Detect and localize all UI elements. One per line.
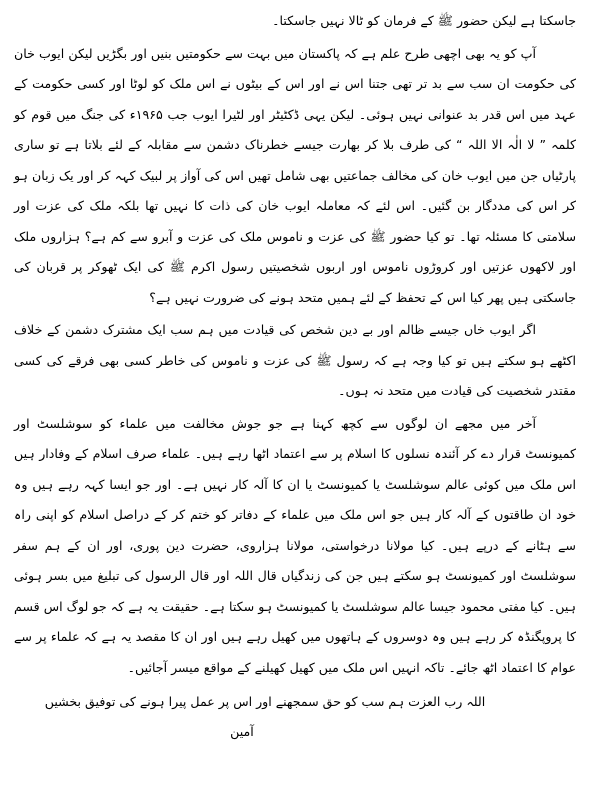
closing-amen: آمین <box>230 724 254 739</box>
document-body <box>14 6 576 683</box>
closing-prayer-line <box>14 687 576 747</box>
paragraph-unity-under-leadership: اگر ایوب خاں جیسے ظالم اور بے دین شخص کی قیادت میں ہم سب ایک مشترک دشمن کے خلاف اکٹھے ہو سکتے ہیں تو کیا وجہ ہے کہ رسول ﷺ کی عزت و ناموس کی خاطر کسی بھی فرقے کی کسی مقتدر شخصیت کی قیادت میں متحد نہ ہوں۔ <box>14 322 576 398</box>
closing-prayer: اللہ رب العزت ہم سب کو حق سمجھنے اور اس پر عمل پیرا ہونے کی توفیق بخشیں <box>44 694 486 709</box>
paragraph-continuation: جاسکتا ہے لیکن حضور ﷺ کے فرمان کو ٹالا نہیں جاسکتا۔ <box>272 13 576 28</box>
paragraph-ulema-defense: آخر میں مجھے ان لوگوں سے کچھ کہنا ہے جو جوش مخالفت میں علماء کو سوشلسٹ اور کمیونسٹ قرار دے کر آئندہ نسلوں کا اسلام پر سے اعتماد اٹھا رہے ہیں۔ علماء صرف اسلام کے وفادار ہیں اس ملک میں کوئی عالم سوشلسٹ یا کمیونسٹ یا ان کا آلہ کار نہیں ہے۔ اور جو ایسا کہہ رہے ہیں وہ خود ان طاقتوں کے آلہ کار ہیں جو اس ملک میں علماء کے دفاتر کو ختم کر کے دراصل اسلام کو اپنی راہ سے ہٹانے کے درپے ہیں۔ کیا مولانا درخواستی، مولانا ہزاروی، حضرت دین پوری، اور ان کے ہم سفر سوشلسٹ اور کمیونسٹ ہو سکتے ہیں جن کی زندگیاں قال اللہ اور قال الرسول کی تبلیغ میں بسر ہوئی ہیں۔ کیا مفتی محمود جیسا عالم سوشلسٹ یا کمیونسٹ ہو سکتا ہے۔ حقیقت یہ ہے کہ جو لوگ اس قسم کا پروپگنڈہ کر رہے ہیں وہ دوسروں کے ہاتھوں میں کھیل رہے ہیں اور ان کا مقصد یہ ہے کہ علماء پر سے عوام کا اعتماد اٹھ جائے۔ تاکہ انہیں اس ملک میں کھیل کھیلنے کے مواقع میسر آجائیں۔ <box>14 415 576 675</box>
paragraph-ayub-khan-government: آپ کو یہ بھی اچھی طرح علم ہے کہ پاکستان میں بہت سے حکومتیں بنیں اور بگڑیں لیکن ایوب خان کی حکومت ان سب سے بد تر تھی جتنا اس نے اور اس کے بیٹوں نے اس ملک کو لوٹا اور کسی حکومت کے عہد میں اس قدر بد عنوانی نہیں ہوئی۔ لیکن یہی ڈکٹیٹر اور لٹیرا ایوب جب ۱۹۶۵ء کی جنگ میں قوم کو کلمہ ” لا الٰہ الا اللہ “ کی طرف بلا کر بھارت جیسے خطرناک دشمن سے مقابلہ کے لئے بلاتا ہے تو ساری پارٹیاں جن میں ایوب خان کی مخالف جماعتیں بھی شامل تھیں اس کی آواز پر لبیک کہہ کر اور یک زبان ہو کر اس کی مددگار بن گئیں۔ اس لئے کہ معاملہ ایوب خان کی ذات کا نہیں تھا بلکہ ملک کی عزت اور سلامتی کا مسئلہ تھا۔ تو کیا حضور ﷺ کی عزت و ناموس ملک کی عزت و آبرو سے کم ہے؟ ہزاروں ملک اور لاکھوں عزتیں اور کروڑوں ناموس اور اربوں شخصیتیں رسول اکرم ﷺ کی ایک ٹھوکر پر قربان کی جاسکتی ہیں پھر کیا اس کے تحفظ کے لئے ہمیں متحد ہونے کی ضرورت نہیں ہے؟ <box>14 45 576 305</box>
